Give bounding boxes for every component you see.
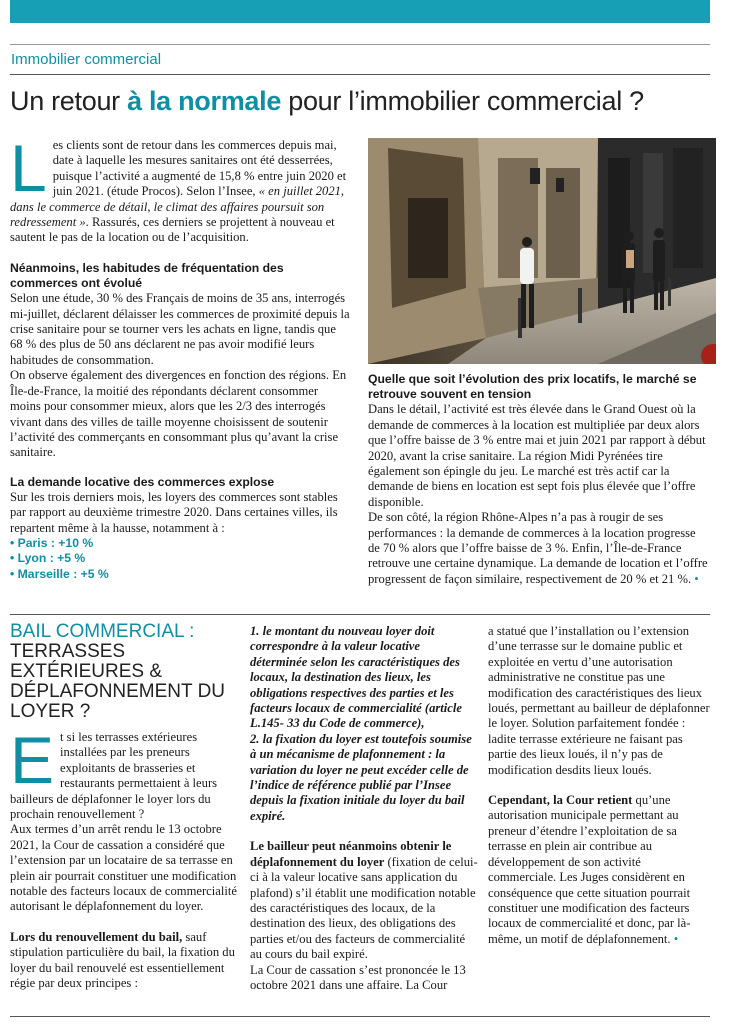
paragraph: On observe également des divergences en fonction des régions. En Île-de-France, la moitié des répondants déclarent consommer moins pour consommer mieux, alors que les 2/3 des interrogés vivant dans des villes de taille moyenne choisissent de soutenir l’activité des commerçants en consommant plus qu’avant la crise sanitaire. bbox=[10, 368, 347, 460]
subheading: Quelle que soit l’évolution des prix locatifs, le marché se retrouve souvent en tension bbox=[368, 372, 697, 402]
paragraph-lead: Le bailleur peut néanmoins obtenir le déplafonnement du loyer bbox=[250, 839, 452, 869]
paragraph bbox=[250, 839, 478, 962]
end-mark: • bbox=[670, 931, 679, 946]
street-photo-illustration bbox=[368, 138, 716, 364]
list-item: • Marseille : +5 % bbox=[10, 566, 109, 581]
list-item: • Lyon : +5 % bbox=[10, 551, 86, 566]
paragraph-text: qu’une autorisation municipale permettant au preneur d’étendre l’exploitation de sa terrasse en plein air contribue au développement de son activité commerciale. Les Juges considèrent en conséquence que cette situation pourrait constituer une modification des facteurs locaux de commercialité et donc, par là-même, un motif de déplafonnement. bbox=[488, 793, 691, 946]
paragraph: La Cour de cassation s’est prononcée le 13 octobre 2021 dans une affaire. La Cour bbox=[250, 962, 466, 992]
article2-title-line2: TERRASSES EXTÉRIEURES & DÉPLAFONNEMENT DU LOYER ? bbox=[10, 641, 226, 722]
intro-quote: « en juillet 2021, dans le commerce de détail, le climat des affaires poursuit son redressement » bbox=[10, 184, 345, 230]
paragraph-text: (fixation de celui-ci à la valeur locative sans application du plafond) s’il établit une modification notable des caractéristiques des locaux, de la destination des lieux, des obligations des parties et/ou des facteurs de commercialité au cours du bail expiré. bbox=[250, 854, 478, 962]
street-photo bbox=[368, 138, 716, 364]
section-label: Immobilier commercial bbox=[11, 51, 162, 68]
subheading: La demande locative des commerces explose bbox=[10, 474, 275, 489]
paragraph: t si les terrasses extérieures installées par les preneurs exploitants de brasseries et restaurants permettaient à leurs bailleurs de déplafonner le loyer lors du prochain renouvellement ? bbox=[10, 730, 218, 822]
paragraph-text: sauf stipulation particulière du bail, la fixation du loyer du bail renouvelé est essentiellement régie par deux principes : bbox=[10, 929, 235, 991]
paragraph bbox=[368, 510, 708, 587]
paragraph: Selon une étude, 30 % des Français de moins de 35 ans, interrogés mi-juillet, déclarent délaisser les commerces de proximité depuis la crise sanitaire pour se tourner vers les achats en ligne, tandis que 68 % des plus de 50 ans déclarent ne pas avoir modifié leurs habitudes de consommation. bbox=[10, 291, 350, 367]
principle-2: 2. la fixation du loyer est toutefois soumise à un mécanisme de plafonnement : la variation du loyer ne peut excéder celle de l’indice de référence publié par l’Insee depuis la fixation initiale du loyer du bail expiré. bbox=[250, 731, 472, 823]
article1-right-column bbox=[368, 372, 708, 587]
paragraph: Dans le détail, l’activité est très élevée dans le Grand Ouest où la demande de commerces à la location est multipliée par deux alors que l’offre baisse de 3 % entre mai et juin 2021 par rapport à début 2020, avant la crise sanitaire. La région Midi Pyrénées tire également son épingle du jeu. Le marché est très actif car la demande de biens en location est sept fois plus élevée que l’offre disponible. bbox=[368, 402, 706, 509]
article2-left-column bbox=[10, 723, 242, 992]
divider bbox=[10, 1016, 710, 1017]
drop-cap: E bbox=[10, 723, 55, 797]
list-item: • Paris : +10 % bbox=[10, 536, 94, 551]
end-mark: • bbox=[691, 571, 699, 586]
headline-part2: pour l’immobilier commercial ? bbox=[281, 86, 644, 116]
intro-text-end: . Rassurés, ces derniers se projettent à nouveau et sautent le pas de la location ou de l’acquisition. bbox=[10, 215, 335, 245]
paragraph-lead: Cependant, la Cour retient bbox=[488, 793, 633, 808]
paragraph: Sur les trois derniers mois, les loyers des commerces sont stables par rapport au deuxième trimestre 2020. Dans certaines villes, ils repartent même à la hausse, notamment à : bbox=[10, 489, 338, 535]
top-color-bar bbox=[10, 0, 710, 23]
intro-paragraph bbox=[10, 131, 350, 246]
paragraph bbox=[488, 793, 710, 947]
headline-part1: Un retour bbox=[10, 86, 128, 116]
divider bbox=[10, 44, 710, 45]
divider bbox=[10, 74, 710, 75]
subheading: Néanmoins, les habitudes de fréquentation des commerces ont évolué bbox=[10, 260, 284, 291]
paragraph-continued: a statué que l’installation ou l’extension d’une terrasse sur le domaine public et exploitée en vertu d’une autorisation administrative ne constitue pas une modification des caractéristiques des lieux loués, permettant au bailleur de déplafonner le loyer. Solution parfaitement fondée : ladite terrasse extérieure ne faisant pas partie des lieux loués, il n’y pas de modification desdits lieux loués. bbox=[488, 624, 710, 777]
article2-right-column bbox=[488, 624, 710, 947]
paragraph-lead: Lors du renouvellement du bail, bbox=[10, 929, 183, 944]
intro-text: es clients sont de retour dans les commerces depuis mai, date à laquelle les mesures sanitaires ont été desserrées, puisque l’activité a augmenté de 15,8 % entre juin 2020 et juin 2021. (étude Procos). Selon l’Insee, bbox=[52, 138, 347, 199]
principle-1: 1. le montant du nouveau loyer doit correspondre à la valeur locative déterminée selon les caractéristiques des locaux, la destination des lieux, les obligations respectives des parties et les facteurs locaux de commercialité (article L.145- 33 du Code de commerce), bbox=[250, 624, 462, 731]
article1-left-column bbox=[10, 131, 350, 582]
drop-cap: L bbox=[10, 131, 47, 205]
headline-highlight: à la normale bbox=[127, 86, 282, 116]
paragraph bbox=[10, 930, 242, 992]
article2-title-line1: BAIL COMMERCIAL : bbox=[10, 621, 195, 642]
paragraph: Aux termes d’un arrêt rendu le 13 octobre 2021, la Cour de cassation a considéré que l’extension par un locataire de sa terrasse en plein air pourrait constituer une modification notable des facteurs locaux de commercialité autorisant le déplafonnement du loyer. bbox=[10, 822, 237, 914]
divider bbox=[10, 614, 710, 615]
page-title bbox=[10, 86, 644, 117]
paragraph-text: De son côté, la région Rhône-Alpes n’a pas à rougir de ses performances : la demande de commerces à la location progresse de 70 % alors que l’offre baisse de 3 %. Enfin, l’Île-de-France retrouve une certaine dynamique. La demande de location et l’offre progressent de façon similaire, respectivement de 20 % et 21 %. bbox=[368, 510, 708, 586]
article2-title bbox=[10, 622, 240, 722]
article2-middle-column bbox=[250, 624, 478, 993]
